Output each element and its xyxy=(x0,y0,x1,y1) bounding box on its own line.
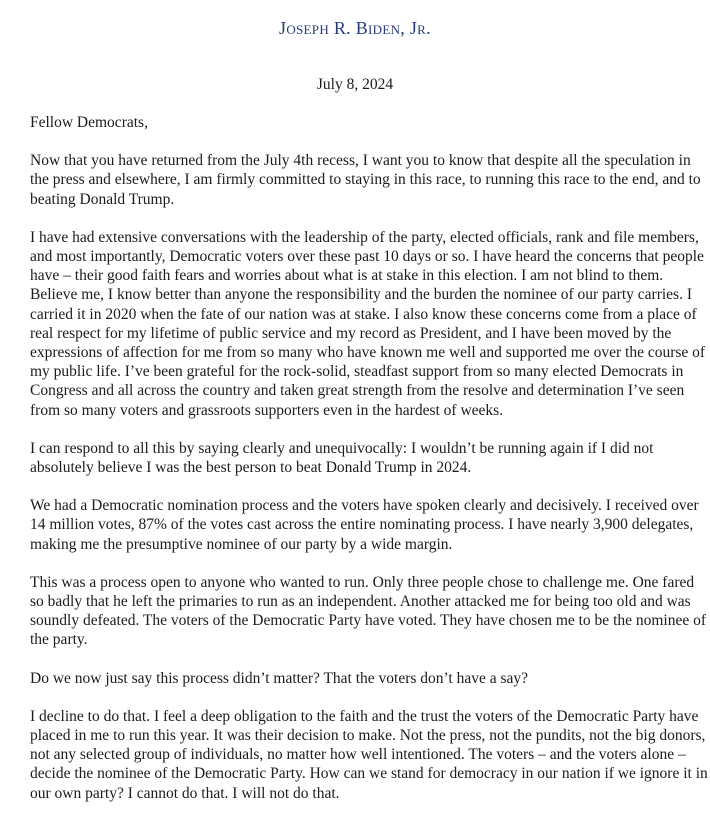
paragraph-question: Do we now just say this process didn’t matter? That the voters don’t have a say? xyxy=(30,669,529,687)
letter-date: July 8, 2024 xyxy=(316,76,394,93)
letter-body xyxy=(30,113,708,822)
paragraph-open-process: This was a process open to anyone who wanted to run. Only three people chose to challenge me. One fared so badly that he left the primaries to run as an independent. Another attacked me for being too old and was soundly defeated. The voters of the Democratic Party have voted. They have chosen me to be the nominee of the party. xyxy=(30,573,707,649)
salutation: Fellow Democrats, xyxy=(30,114,148,131)
paragraph-commitment: Now that you have returned from the July 4th recess, I want you to know that despite all the speculation in the press and elsewhere, I am firmly committed to staying in this race, to running this race to the end, and to beating Donald Trump. xyxy=(30,152,701,208)
letterhead: Joseph R. Biden, Jr. xyxy=(279,18,431,38)
paragraph-conversations: I have had extensive conversations with the leadership of the party, elected officials, rank and file members, and most importantly, Democratic voters over these past 10 days or so. I have heard the concerns that people have – their good faith fears and worries about what is at stake in this election. I am not blind to them. Believe me, I know better than anyone the responsibility and the burden the nominee of our party carries. I carried it in 2020 when the fate of our nation was at stake. I also know these concerns come from a place of real respect for my lifetime of public service and my record as President, and I have been moved by the expressions of affection for me from so many who have known me well and supported me over the course of my public life. I’ve been grateful for the rock-solid, steadfast support from so many elected Democrats in Congress and all across the country and taken great strength from the resolve and determination I’ve seen from so many voters and grassroots supporters even in the hardest of weeks. xyxy=(30,228,706,419)
paragraph-nomination-process: We had a Democratic nomination process and the voters have spoken clearly and decisively. I received over 14 million votes, 87% of the votes cast across the entire nominating process. I have nearly 3,900 delegates, making me the presumptive nominee of our party by a wide margin. xyxy=(30,497,699,553)
paragraph-decline: I decline to do that. I feel a deep obligation to the faith and the trust the voters of the Democratic Party have placed in me to run this year. It was their decision to make. Not the press, not the pundits, not the big donors, not any selected group of individuals, no matter how well intentioned. The voters – and the voters alone – decide the nominee of the Democratic Party. How can we stand for democracy in our nation if we ignore it in our own party? I cannot do that. I will not do that. xyxy=(30,707,708,802)
paragraph-unequivocal: I can respond to all this by saying clearly and unequivocally: I wouldn’t be running again if I did not absolutely believe I was the best person to beat Donald Trump in 2024. xyxy=(30,439,654,477)
